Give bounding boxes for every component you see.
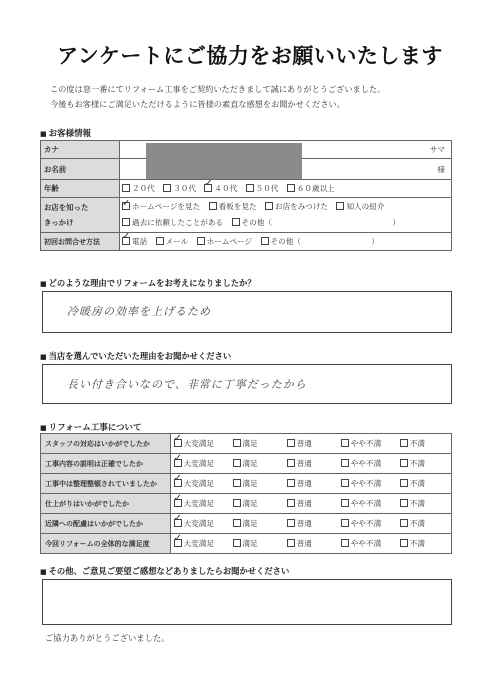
- rating-option[interactable]: [397, 494, 452, 514]
- rating-row: [41, 494, 452, 514]
- checkbox-icon: [287, 499, 295, 507]
- rating-row-label: 近隣への配慮はいかがでしたか: [41, 514, 171, 534]
- customer-section-heading: ■ お客様情報: [40, 127, 91, 139]
- rating-option[interactable]: [338, 514, 397, 534]
- checkbox-icon: [232, 218, 240, 226]
- redacted-name: [146, 143, 302, 179]
- rating-option[interactable]: [170, 474, 229, 494]
- checkbox-icon: [233, 439, 241, 447]
- rating-row: [41, 514, 452, 534]
- checkbox-icon: [233, 539, 241, 547]
- checkbox-icon: [341, 479, 349, 487]
- other-question: ■ その他、ご意見ご要望ご感想などありましたらお聞かせください: [40, 565, 289, 577]
- rating-option-label: やや不満: [350, 459, 382, 468]
- rating-option[interactable]: [230, 454, 284, 474]
- rating-option-label: 大変満足: [183, 459, 214, 468]
- checkbox-icon: [287, 479, 295, 487]
- checkbox-icon: [336, 202, 344, 210]
- rating-option-label: やや不満: [350, 499, 382, 508]
- q1-answer-box[interactable]: [42, 291, 452, 333]
- checkbox-icon: [287, 184, 295, 192]
- contact-option[interactable]: ✓ 電話: [122, 236, 147, 247]
- checkbox-icon: [341, 539, 349, 547]
- checkbox-icon: [400, 479, 408, 487]
- checkbox-icon: [341, 499, 349, 507]
- rating-option-label: 大変満足: [183, 439, 214, 448]
- rating-option[interactable]: [284, 514, 338, 534]
- rating-row-label: 工事内容の説明は正確でしたか: [41, 454, 171, 474]
- checkbox-checked-icon: [174, 499, 182, 507]
- checkbox-icon: [400, 519, 408, 527]
- rating-option-label: 普通: [296, 539, 312, 548]
- checkbox-checked-icon: [174, 519, 182, 527]
- rating-option[interactable]: [284, 434, 338, 454]
- kana-suffix: サマ: [429, 145, 445, 154]
- rating-option-label: 不満: [409, 439, 425, 448]
- rating-option-label: やや不満: [350, 539, 382, 548]
- rating-option-label: 不満: [409, 459, 425, 468]
- age-options: [120, 180, 452, 198]
- checkbox-icon: [122, 218, 130, 226]
- page-title: アンケートにご協力をお願いいたします: [57, 44, 443, 68]
- contact-other-close: ）: [371, 237, 379, 246]
- contact-label: 初回お問合せ方法: [41, 233, 120, 251]
- rating-option[interactable]: [170, 534, 229, 554]
- checkbox-icon: [400, 439, 408, 447]
- intro-line-1: この度は窓一番にてリフォーム工事をご契約いただきまして誠にありがとうございました。: [50, 84, 386, 94]
- rating-option[interactable]: [284, 534, 338, 554]
- checkbox-icon: [287, 459, 295, 467]
- contact-option[interactable]: ホームページ: [197, 236, 252, 247]
- name-label: お名前: [41, 159, 120, 180]
- kana-label: カナ: [41, 141, 120, 159]
- checkbox-icon: [287, 439, 295, 447]
- rating-option[interactable]: [170, 494, 229, 514]
- name-suffix: 様: [437, 164, 445, 174]
- intro-line-2: 今後もお客様にご満足いただけるように皆様の素直な感想をお聞かせください。: [50, 99, 345, 109]
- checkbox-icon: [341, 459, 349, 467]
- checkbox-icon: [400, 459, 408, 467]
- rating-option[interactable]: [397, 434, 452, 454]
- rating-option[interactable]: [170, 454, 229, 474]
- q1-answer: 冷暖房の効率を上げるため: [67, 305, 211, 318]
- q1-question: ■ どのような理由でリフォームをお考えになりましたか？: [40, 277, 256, 289]
- checkbox-icon: [233, 479, 241, 487]
- checkbox-icon: [287, 539, 295, 547]
- rating-option[interactable]: [230, 534, 284, 554]
- checkbox-checked-icon: [204, 184, 212, 192]
- checkbox-checked-icon: [174, 439, 182, 447]
- checkbox-icon: [246, 184, 254, 192]
- q2-answer-box[interactable]: [42, 364, 452, 404]
- checkbox-icon: [261, 237, 269, 245]
- checkbox-checked-icon: [122, 202, 130, 210]
- rating-row: [41, 534, 452, 554]
- rating-option[interactable]: [230, 514, 284, 534]
- found-option[interactable]: お店をみつけた: [265, 199, 328, 215]
- rating-option-label: 大変満足: [183, 519, 214, 528]
- found-option[interactable]: 過去に依頼したことがある: [122, 215, 223, 231]
- checkbox-icon: [233, 499, 241, 507]
- rating-option[interactable]: [338, 454, 397, 474]
- rating-option[interactable]: [397, 534, 452, 554]
- checkbox-icon: [400, 499, 408, 507]
- rating-option[interactable]: [230, 474, 284, 494]
- rating-option-label: 普通: [296, 439, 312, 448]
- rating-option[interactable]: [338, 494, 397, 514]
- rating-option-label: 不満: [409, 539, 425, 548]
- checkbox-icon: [265, 202, 273, 210]
- other-answer-box[interactable]: [42, 579, 452, 625]
- age-option[interactable]: ５０代: [246, 183, 279, 194]
- rating-option-label: 大変満足: [183, 539, 214, 548]
- rating-option-label: 大変満足: [183, 499, 214, 508]
- checkbox-icon: [209, 202, 217, 210]
- rating-option-label: 大変満足: [183, 479, 214, 488]
- rating-option[interactable]: [170, 514, 229, 534]
- age-option[interactable]: ２０代: [122, 183, 155, 194]
- rating-option-label: やや不満: [350, 519, 382, 528]
- q2-answer: 長い付き合いなので、非常に丁寧だったから: [67, 378, 307, 391]
- rating-option-label: 普通: [296, 499, 312, 508]
- rating-row-label: 工事中は整理整頓されていましたか: [41, 474, 171, 494]
- checkbox-icon: [197, 237, 205, 245]
- rating-row-label: 仕上がりはいかがでしたか: [41, 494, 171, 514]
- rating-option-label: 普通: [296, 459, 312, 468]
- checkbox-icon: [287, 519, 295, 527]
- found-other-close: ）: [392, 218, 400, 227]
- checkbox-checked-icon: [174, 459, 182, 467]
- age-option[interactable]: ６０歳以上: [287, 183, 335, 194]
- checkbox-icon: [233, 459, 241, 467]
- rating-option[interactable]: [170, 434, 229, 454]
- rating-option-label: 普通: [296, 519, 312, 528]
- checkbox-icon: [163, 184, 171, 192]
- age-option[interactable]: ３０代: [163, 183, 196, 194]
- contact-option[interactable]: メール: [156, 236, 189, 247]
- rating-row-label: スタッフの対応はいかがでしたか: [41, 434, 171, 454]
- rating-option[interactable]: [397, 514, 452, 534]
- rating-section-heading: ■ リフォーム工事について: [40, 421, 142, 433]
- q2-question: ■ 当店を選んでいただいた理由をお聞かせください: [40, 350, 231, 362]
- rating-option-label: やや不満: [350, 479, 382, 488]
- rating-option-label: 満足: [242, 499, 258, 508]
- checkbox-icon: [156, 237, 164, 245]
- rating-row: [41, 434, 452, 454]
- rating-row: [41, 454, 452, 474]
- checkbox-icon: [341, 519, 349, 527]
- rating-option[interactable]: [284, 494, 338, 514]
- contact-option[interactable]: その他（: [261, 236, 301, 247]
- checkbox-icon: [233, 519, 241, 527]
- checkbox-icon: [341, 439, 349, 447]
- rating-option[interactable]: [338, 534, 397, 554]
- rating-option-label: 満足: [242, 439, 258, 448]
- found-option[interactable]: ✓ホームページを見た: [122, 199, 200, 215]
- rating-option-label: 普通: [296, 479, 312, 488]
- rating-option[interactable]: [338, 434, 397, 454]
- rating-option-label: やや不満: [350, 439, 382, 448]
- rating-option[interactable]: [284, 454, 338, 474]
- age-label: 年齢: [41, 180, 120, 198]
- rating-option[interactable]: [230, 494, 284, 514]
- found-option[interactable]: その他（: [232, 215, 272, 231]
- contact-options: [120, 233, 452, 251]
- intro-text: [50, 82, 480, 112]
- checkbox-checked-icon: [122, 237, 130, 245]
- closing-text: ご協力ありがとうございました。: [45, 633, 170, 643]
- rating-option[interactable]: [284, 474, 338, 494]
- rating-option-label: 不満: [409, 499, 425, 508]
- rating-option-label: 不満: [409, 479, 425, 488]
- found-options: [120, 198, 452, 233]
- age-option[interactable]: ✓ ４０代: [204, 183, 237, 194]
- rating-option[interactable]: [338, 474, 397, 494]
- found-option[interactable]: 看板を見た: [209, 199, 257, 215]
- checkbox-icon: [400, 539, 408, 547]
- rating-option[interactable]: [397, 454, 452, 474]
- rating-option-label: 満足: [242, 519, 258, 528]
- rating-row-label: 今回リフォームの全体的な満足度: [41, 534, 171, 554]
- found-label: お店を知った きっかけ: [41, 198, 120, 233]
- rating-option-label: 不満: [409, 519, 425, 528]
- rating-option-label: 満足: [242, 459, 258, 468]
- rating-option[interactable]: [230, 434, 284, 454]
- rating-table: [40, 433, 452, 554]
- checkbox-checked-icon: [174, 539, 182, 547]
- rating-row: [41, 474, 452, 494]
- rating-option-label: 満足: [242, 479, 258, 488]
- checkbox-icon: [122, 184, 130, 192]
- found-option[interactable]: 知人の紹介: [336, 199, 384, 215]
- rating-option[interactable]: [397, 474, 452, 494]
- rating-option-label: 満足: [242, 539, 258, 548]
- checkbox-checked-icon: [174, 479, 182, 487]
